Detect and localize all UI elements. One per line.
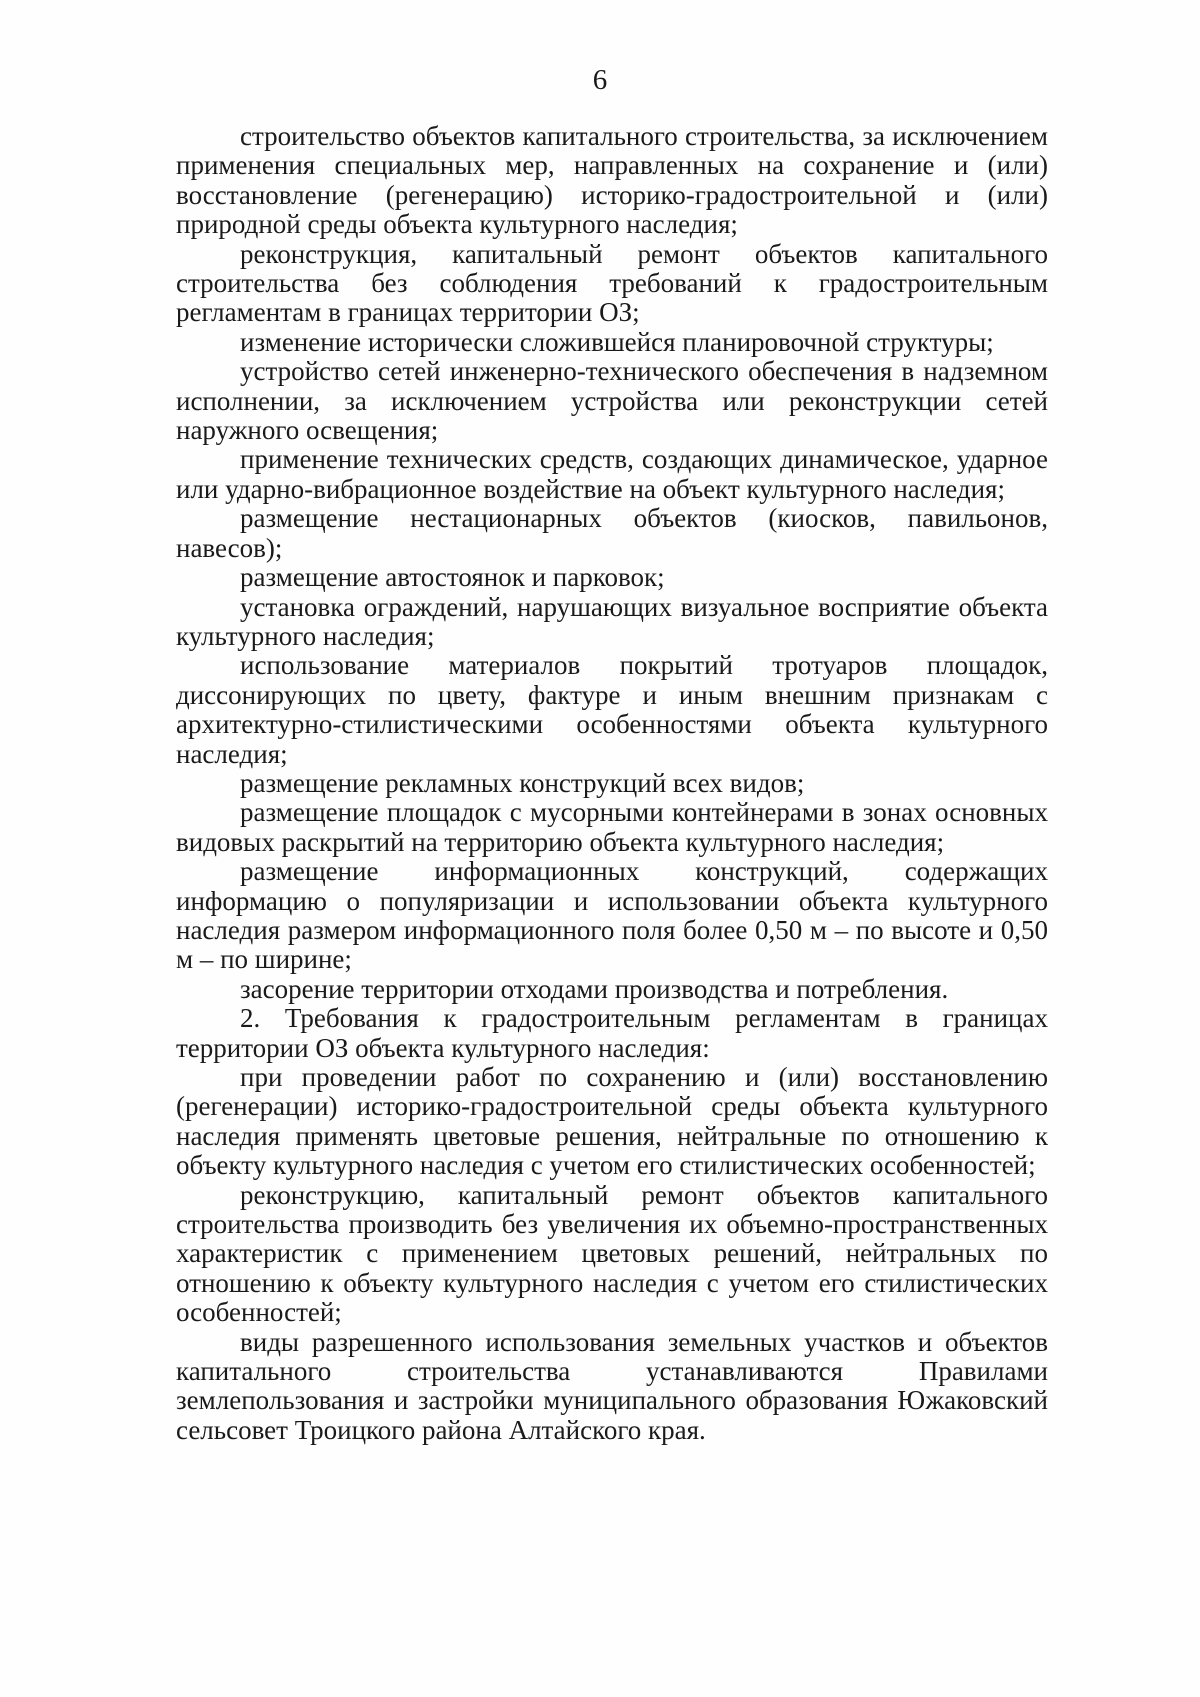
paragraph-17: виды разрешенного использования земельных участков и объектов капитального строительства устанавливаются Правилами землепользования и застройки муниципального образования Южаковский сельсовет Троицкого района Алтайского края. <box>176 1326 1048 1445</box>
paragraph-3: изменение исторически сложившейся планировочной структуры; <box>240 326 994 357</box>
paragraph-7: размещение автостоянок и парковок; <box>240 562 665 593</box>
paragraph-10: размещение рекламных конструкций всех видов; <box>240 767 805 798</box>
paragraph-15: при проведении работ по сохранению и (или) восстановлению (регенерации) историко-градостроительной среды объекта культурного наследия применять цветовые решения, нейтральные по отношению к объекту культурного наследия с учетом его стилистических особенностей; <box>176 1062 1048 1181</box>
section-heading-2: 2. Требования к градостроительным регламентам в границах территории ОЗ объекта культурного наследия: <box>176 1003 1048 1063</box>
paragraph-13: засорение территории отходами производства и потребления. <box>240 973 949 1004</box>
paragraph-12: размещение информационных конструкций, содержащих информацию о популяризации и использовании объекта культурного наследия размером информационного поля более 0,50 м – по высоте и 0,50 м – по ширине; <box>176 856 1048 975</box>
paragraph-6: размещение нестационарных объектов (киосков, павильонов, навесов); <box>176 503 1048 563</box>
paragraph-16: реконструкцию, капитальный ремонт объектов капитального строительства производить без увеличения их объемно-пространственных характеристик с применением цветовых решений, нейтральных по отношению к объекту культурного наследия с учетом его стилистических особенностей; <box>176 1179 1048 1328</box>
paragraph-2: реконструкция, капитальный ремонт объектов капитального строительства без соблюдения требований к градостроительным регламентам в границах территории ОЗ; <box>176 238 1048 328</box>
paragraph-8: установка ограждений, нарушающих визуальное восприятие объекта культурного наследия; <box>176 591 1048 651</box>
paragraph-11: размещение площадок с мусорными контейнерами в зонах основных видовых раскрытий на территорию объекта культурного наследия; <box>176 797 1048 857</box>
paragraph-1: строительство объектов капитального строительства, за исключением применения специальных мер, направленных на сохранение и (или) восстановление (регенерацию) историко-градостроительной и (или) природной среды объекта культурного наследия; <box>176 121 1048 240</box>
paragraph-4: устройство сетей инженерно-технического обеспечения в надземном исполнении, за исключением устройства или реконструкции сетей наружного освещения; <box>176 356 1048 446</box>
document-body <box>176 122 1048 1445</box>
paragraph-5: применение технических средств, создающих динамическое, ударное или ударно-вибрационное воздействие на объект культурного наследия; <box>176 444 1048 504</box>
page-number: 6 <box>592 64 608 96</box>
paragraph-9: использование материалов покрытий тротуаров площадок, диссонирующих по цвету, фактуре и иным внешним признакам с архитектурно-стилистическими особенностями объекта культурного наследия; <box>176 650 1048 769</box>
